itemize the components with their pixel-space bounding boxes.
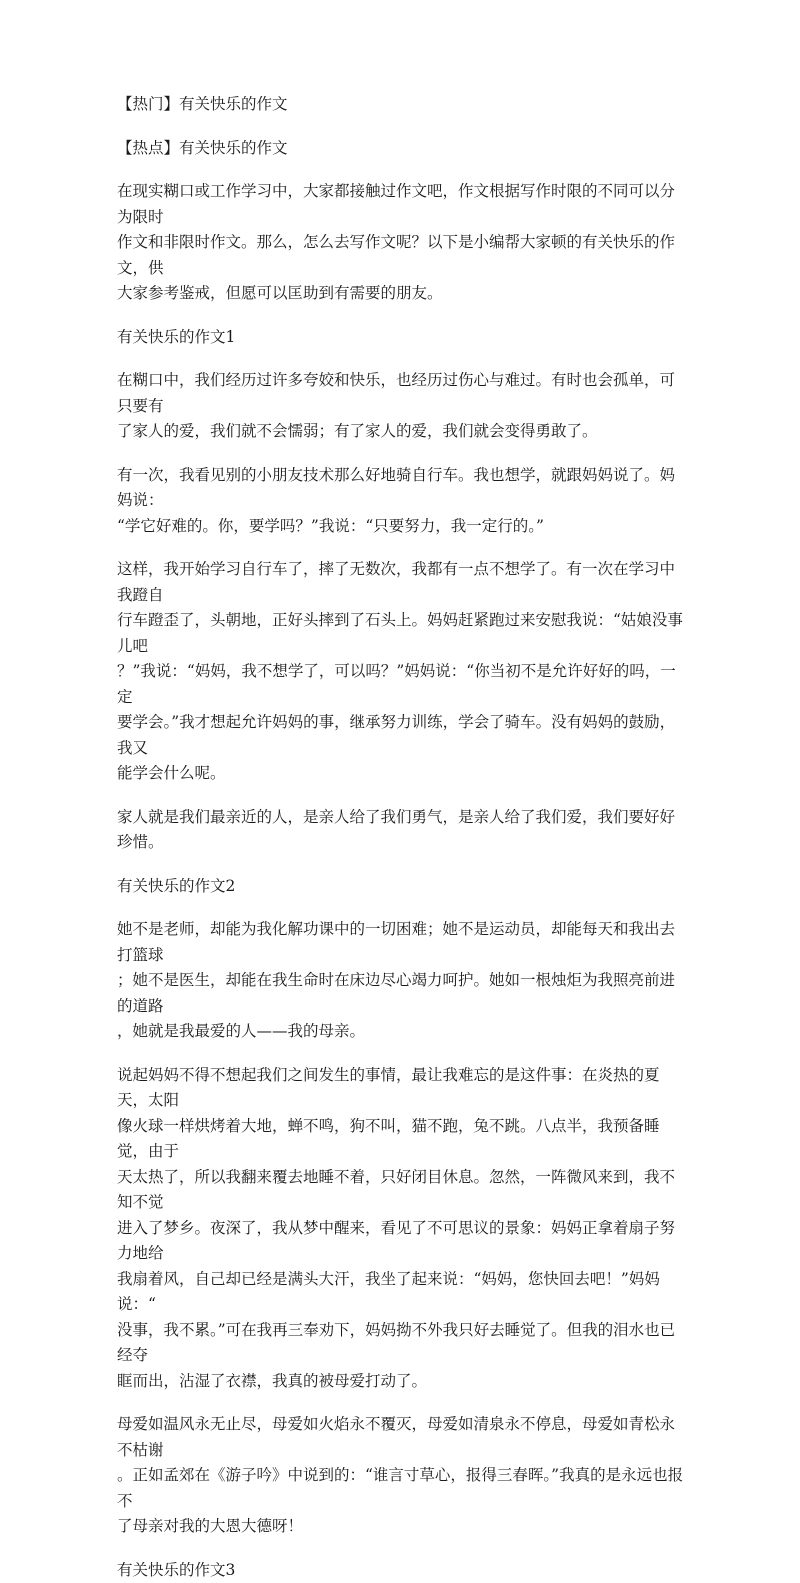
essay1-paragraph-2: 有一次，我看见别的小朋友技术那么好地骑自行车。我也想学，就跟妈妈说了。妈妈说： “学它好难的。你，要学吗？”我说：“只要努力，我一定行的。” bbox=[117, 463, 685, 540]
document-title-topic: 【热点】有关快乐的作文 bbox=[117, 136, 685, 162]
essay2-paragraph-2: 说起妈妈不得不想起我们之间发生的事情，最让我难忘的是这件事：在炎热的夏天，太阳 像火球一样烘烤着大地，蝉不鸣，狗不叫，猫不跑，兔不跳。八点半，我预备睡觉，由于 天太热了，所以我翻来覆去地睡不着，只好闭目休息。忽然，一阵微风来到，我不知不觉 进入了梦乡。夜深了，我从梦中醒来，看见了不可思议的景象：妈妈正拿着扇子努力地给 我扇着风，自己却已经是满头大汗，我坐了起来说：“妈妈，您快回去吧！”妈妈说：“ 没事，我不累。”可在我再三奉劝下，妈妈拗不外我只好去睡觉了。但我的泪水也已经夺 眶而出，沾湿了衣襟，我真的被母爱打动了。 bbox=[117, 1063, 685, 1395]
essay1-paragraph-4: 家人就是我们最亲近的人，是亲人给了我们勇气，是亲人给了我们爱，我们要好好珍惜。 bbox=[117, 805, 685, 856]
essay2-paragraph-3: 母爱如温风永无止尽，母爱如火焰永不覆灭，母爱如清泉永不停息，母爱如青松永不枯谢 。正如孟郊在《游子吟》中说到的：“谁言寸草心，报得三春晖。”我真的是永远也报不 了母亲对我的大恩大德呀！ bbox=[117, 1412, 685, 1540]
essay1-paragraph-3: 这样，我开始学习自行车了，摔了无数次，我都有一点不想学了。有一次在学习中我蹬自 行车蹬歪了，头朝地，正好头摔到了石头上。妈妈赶紧跑过来安慰我说：“姑娘没事儿吧 ？”我说：“妈妈，我不想学了，可以吗？”妈妈说：“你当初不是允许好好的吗，一定 要学会。”我才想起允许妈妈的事，继承努力训练，学会了骑车。没有妈妈的鼓励，我又 能学会什么呢。 bbox=[117, 557, 685, 787]
intro-paragraph: 在现实糊口或工作学习中，大家都接触过作文吧，作文根据写作时限的不同可以分为限时 作文和非限时作文。那么，怎么去写作文呢？以下是小编帮大家顿的有关快乐的作文，供 大家参考鉴戒，但愿可以匡助到有需要的朋友。 bbox=[117, 179, 685, 307]
section-heading-3: 有关快乐的作文3 bbox=[117, 1558, 685, 1583]
essay1-paragraph-1: 在糊口中，我们经历过许多夸姣和快乐，也经历过伤心与难过。有时也会孤单，可只要有 了家人的爱，我们就不会懦弱；有了家人的爱，我们就会变得勇敢了。 bbox=[117, 368, 685, 445]
section-heading-1: 有关快乐的作文1 bbox=[117, 325, 685, 351]
document-title-hot: 【热门】有关快乐的作文 bbox=[117, 92, 685, 118]
essay2-paragraph-1: 她不是老师，却能为我化解功课中的一切困难；她不是运动员，却能每天和我出去打篮球 ；她不是医生，却能在我生命时在床边尽心竭力呵护。她如一根烛炬为我照亮前进的道路 ，她就是我最爱的人——我的母亲。 bbox=[117, 917, 685, 1045]
section-heading-2: 有关快乐的作文2 bbox=[117, 874, 685, 900]
